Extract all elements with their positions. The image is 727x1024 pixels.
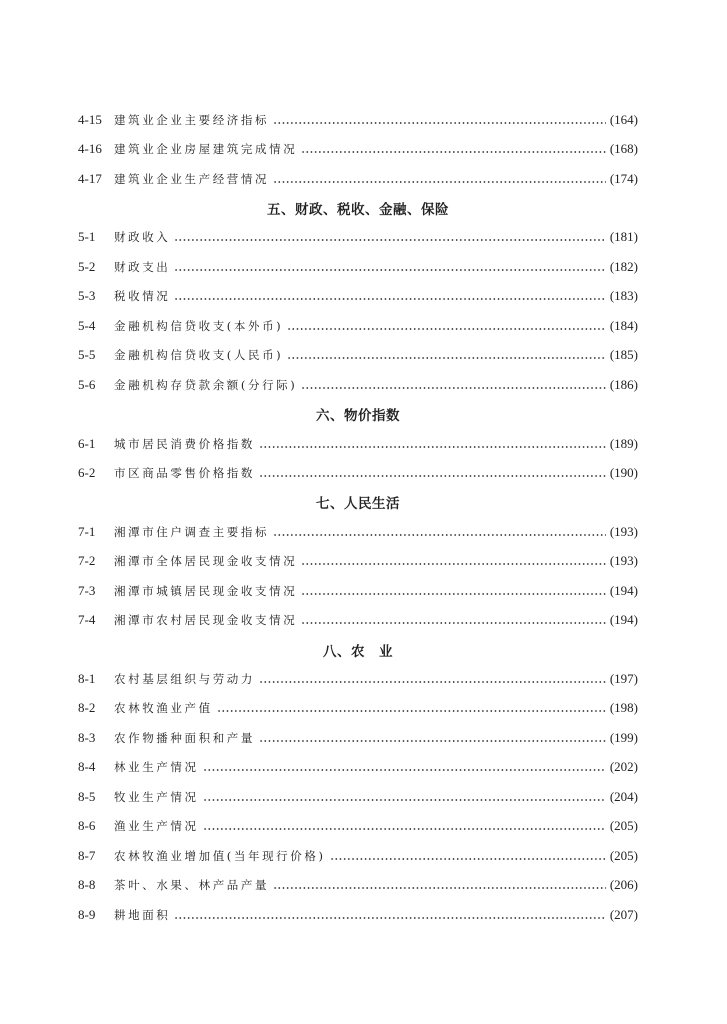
entry-code: 7-2	[78, 553, 96, 569]
toc-entry[interactable]	[78, 723, 638, 752]
entry-title: 农作物播种面积和产量	[114, 730, 255, 745]
dot-leader	[301, 151, 606, 153]
entry-code: 8-2	[78, 700, 96, 716]
toc-entry[interactable]	[78, 458, 638, 487]
entry-title: 湘潭市住户调查主要指标	[114, 524, 270, 539]
toc-entry[interactable]	[78, 517, 638, 546]
entry-title: 林业生产情况	[114, 760, 199, 775]
toc-entry[interactable]	[78, 164, 638, 193]
entry-page-number: (182)	[609, 258, 638, 274]
entry-title: 金融机构信贷收支(本外币)	[114, 318, 284, 333]
entry-code: 5-2	[78, 258, 96, 274]
entry-page-number: (181)	[609, 229, 638, 245]
table-of-contents	[78, 105, 638, 929]
toc-entry[interactable]	[78, 694, 638, 723]
dot-leader	[287, 328, 606, 330]
toc-entry[interactable]	[78, 370, 638, 399]
dot-leader	[301, 622, 606, 624]
entry-title: 湘潭市农村居民现金收支情况	[114, 613, 298, 628]
entry-code: 4-17	[78, 170, 102, 186]
entry-code: 4-15	[78, 111, 102, 127]
entry-code: 8-4	[78, 759, 96, 775]
entry-code: 5-4	[78, 317, 96, 333]
toc-entry[interactable]	[78, 252, 638, 281]
section-heading: 八、农 业	[323, 643, 393, 660]
entry-page-number: (194)	[609, 582, 638, 598]
entry-page-number: (186)	[609, 376, 638, 392]
entry-page-number: (168)	[609, 141, 638, 157]
toc-entry[interactable]	[78, 105, 638, 134]
dot-leader	[259, 740, 606, 742]
toc-entry[interactable]	[78, 841, 638, 870]
section-heading: 七、人民生活	[316, 496, 400, 513]
entry-code: 5-6	[78, 376, 96, 392]
entry-title: 财政收入	[114, 230, 171, 245]
entry-code: 8-8	[78, 877, 96, 893]
entry-page-number: (189)	[609, 435, 638, 451]
entry-code: 6-2	[78, 464, 96, 480]
entry-title: 城市居民消费价格指数	[114, 436, 255, 451]
entry-code: 8-7	[78, 847, 96, 863]
entry-page-number: (184)	[609, 317, 638, 333]
dot-leader	[217, 710, 606, 712]
dot-leader	[273, 122, 606, 124]
entry-page-number: (185)	[609, 347, 638, 363]
entry-code: 5-5	[78, 347, 96, 363]
entry-code: 8-9	[78, 906, 96, 922]
dot-leader	[203, 828, 606, 830]
dot-leader	[330, 858, 606, 860]
entry-code: 7-1	[78, 523, 96, 539]
entry-code: 8-6	[78, 818, 96, 834]
entry-page-number: (206)	[609, 877, 638, 893]
entry-code: 7-3	[78, 582, 96, 598]
dot-leader	[273, 181, 606, 183]
dot-leader	[273, 887, 606, 889]
dot-leader	[174, 298, 605, 300]
entry-title: 建筑业企业主要经济指标	[114, 112, 270, 127]
dot-leader	[203, 769, 606, 771]
entry-page-number: (207)	[609, 906, 638, 922]
entry-title: 建筑业企业生产经营情况	[114, 171, 270, 186]
toc-entry[interactable]	[78, 134, 638, 163]
entry-code: 5-1	[78, 229, 96, 245]
dot-leader	[259, 446, 606, 448]
dot-leader	[301, 387, 605, 389]
toc-entry[interactable]	[78, 753, 638, 782]
toc-entry[interactable]	[78, 547, 638, 576]
entry-title: 农村基层组织与劳动力	[114, 672, 255, 687]
section-heading: 五、财政、税收、金融、保险	[267, 202, 449, 219]
entry-page-number: (205)	[609, 847, 638, 863]
toc-entry[interactable]	[78, 870, 638, 899]
entry-code: 8-1	[78, 671, 96, 687]
entry-page-number: (193)	[609, 553, 638, 569]
entry-page-number: (197)	[609, 671, 638, 687]
entry-title: 建筑业企业房屋建筑完成情况	[114, 142, 298, 157]
dot-leader	[287, 357, 606, 359]
entry-title: 湘潭市城镇居民现金收支情况	[114, 583, 298, 598]
entry-title: 税收情况	[114, 289, 171, 304]
entry-page-number: (194)	[609, 612, 638, 628]
dot-leader	[174, 239, 605, 241]
entry-title: 耕地面积	[114, 907, 171, 922]
entry-page-number: (205)	[609, 818, 638, 834]
entry-page-number: (199)	[609, 729, 638, 745]
dot-leader	[259, 475, 606, 477]
entry-page-number: (198)	[609, 700, 638, 716]
entry-page-number: (174)	[609, 170, 638, 186]
toc-entry[interactable]	[78, 341, 638, 370]
section-heading: 六、物价指数	[316, 408, 400, 425]
dot-leader	[301, 563, 606, 565]
entry-title: 财政支出	[114, 259, 171, 274]
entry-title: 茶叶、水果、林产品产量	[114, 878, 270, 893]
dot-leader	[174, 269, 605, 271]
entry-page-number: (164)	[609, 111, 638, 127]
entry-code: 5-3	[78, 288, 96, 304]
toc-entry[interactable]	[78, 429, 638, 458]
toc-entry[interactable]	[78, 311, 638, 340]
entry-title: 金融机构存贷款余额(分行际)	[114, 377, 298, 392]
dot-leader	[273, 534, 606, 536]
toc-entry[interactable]	[78, 223, 638, 252]
dot-leader	[301, 593, 606, 595]
entry-title: 金融机构信贷收支(人民币)	[114, 348, 284, 363]
entry-title: 渔业生产情况	[114, 819, 199, 834]
toc-entry[interactable]	[78, 664, 638, 693]
entry-page-number: (190)	[609, 464, 638, 480]
entry-code: 6-1	[78, 435, 96, 451]
dot-leader	[259, 681, 606, 683]
toc-entry[interactable]	[78, 812, 638, 841]
toc-entry[interactable]	[78, 605, 638, 634]
entry-title: 农林牧渔业增加值(当年现行价格)	[114, 848, 326, 863]
entry-code: 4-16	[78, 141, 102, 157]
dot-leader	[174, 917, 605, 919]
entry-page-number: (202)	[609, 759, 638, 775]
toc-entry[interactable]	[78, 282, 638, 311]
entry-code: 7-4	[78, 612, 96, 628]
entry-page-number: (193)	[609, 523, 638, 539]
dot-leader	[203, 799, 606, 801]
entry-code: 8-3	[78, 729, 96, 745]
entry-page-number: (204)	[609, 788, 638, 804]
entry-code: 8-5	[78, 788, 96, 804]
toc-entry[interactable]	[78, 782, 638, 811]
toc-entry[interactable]	[78, 900, 638, 929]
toc-entry[interactable]	[78, 576, 638, 605]
entry-title: 牧业生产情况	[114, 789, 199, 804]
entry-title: 市区商品零售价格指数	[114, 465, 255, 480]
entry-title: 湘潭市全体居民现金收支情况	[114, 554, 298, 569]
entry-page-number: (183)	[609, 288, 638, 304]
entry-title: 农林牧渔业产值	[114, 701, 213, 716]
